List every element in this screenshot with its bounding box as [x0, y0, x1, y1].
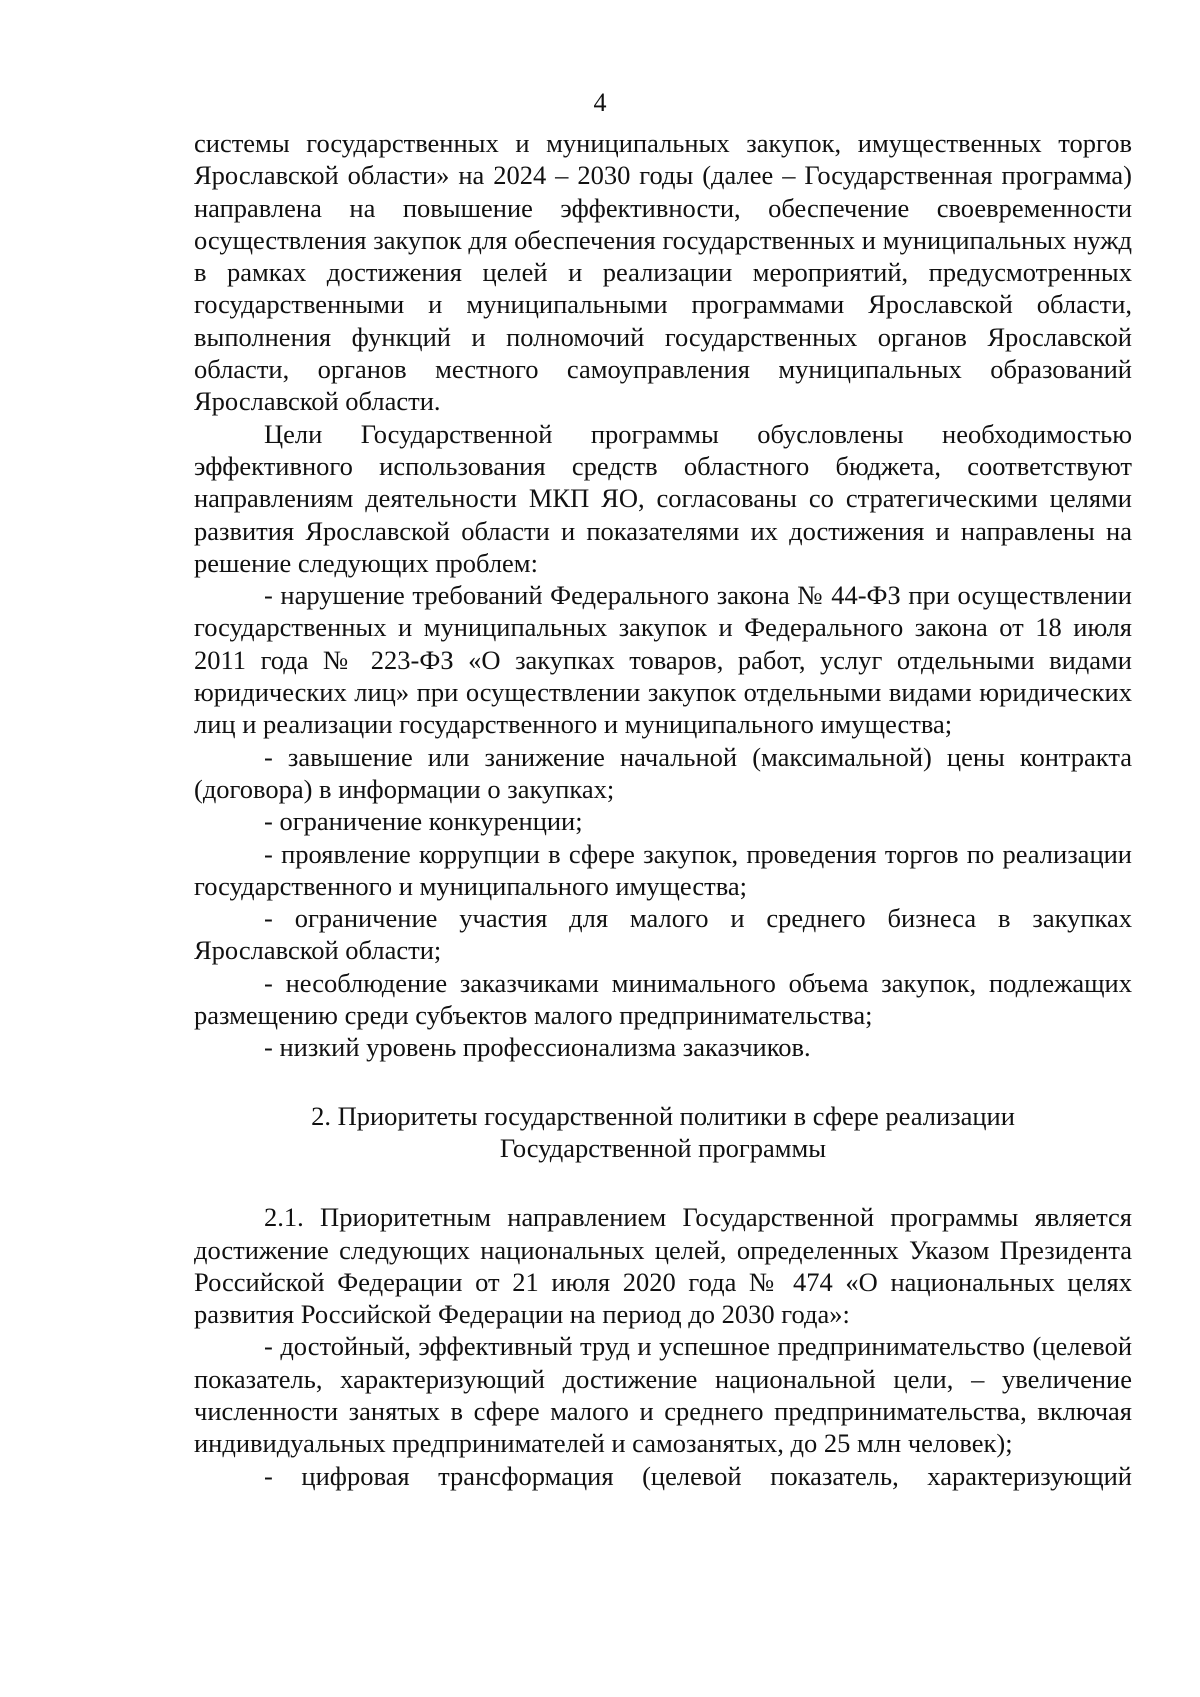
list-item: - ограничение участия для малого и среднего бизнеса в закупках Ярославской области;: [194, 903, 1132, 966]
section-heading: [194, 1100, 1132, 1165]
list-item: - несоблюдение заказчиками минимального объема закупок, подлежащих размещению среди субъектов малого предпринимательства;: [194, 967, 1132, 1031]
section-heading-line: Государственной программы: [499, 1132, 827, 1163]
list-item: - завышение или занижение начальной (максимальной) цены контракта (договора) в информации о закупках;: [194, 741, 1132, 804]
list-item: - ограничение конкуренции;: [264, 806, 583, 837]
list-item: - достойный, эффективный труд и успешное предпринимательство (целевой показатель, характеризующий достижение национальной цели, – увеличение численности занятых в сфере малого и среднего предпринимательства, включая индивидуальных предпринимателей и самозанятых, до 25 млн человек);: [194, 1331, 1132, 1459]
list-item: - низкий уровень профессионализма заказчиков.: [264, 1032, 811, 1063]
paragraph: 2.1. Приоритетным направлением Государственной программы является достижение следующих национальных целей, определенных Указом Президента Российской Федерации от 21 июля 2020 года № 474 «О национальных целях развития Российской Федерации на период до 2030 года»:: [194, 1202, 1132, 1330]
list-item: - проявление коррупции в сфере закупок, проведения торгов по реализации государственного и муниципального имущества;: [194, 838, 1132, 901]
section-heading-line: 2. Приоритеты государственной политики в сфере реализации: [311, 1100, 1015, 1131]
paragraph: системы государственных и муниципальных закупок, имущественных торгов Ярославской области» на 2024 – 2030 годы (далее – Государственная программа) направлена на повышение эффективности, обеспечение своевременности осуществления закупок для обеспечения государственных и муниципальных нужд в рамках достижения целей и реализации мероприятий, предусмотренных государственными и муниципальными программами Ярославской области, выполнения функций и полномочий государственных органов Ярославской области, органов местного самоуправления муниципальных образований Ярославской области.: [194, 128, 1132, 417]
document-body: [194, 127, 1132, 1492]
page-number: 4: [593, 88, 607, 117]
list-item: - нарушение требований Федерального закона № 44-ФЗ при осуществлении государственных и муниципальных закупок и Федерального закона от 18 июля 2011 года № 223-ФЗ «О закупках товаров, работ, услуг отдельными видами юридических лиц» при осуществлении закупок отдельными видами юридических лиц и реализации государственного и муниципального имущества;: [194, 580, 1132, 740]
paragraph: Цели Государственной программы обусловлены необходимостью эффективного использования средств областного бюджета, соответствуют направлениям деятельности МКП ЯО, согласованы со стратегическими целями развития Ярославской области и показателями их достижения и направлены на решение следующих проблем:: [194, 418, 1132, 578]
list-item: - цифровая трансформация (целевой показатель, характеризующий: [264, 1460, 1132, 1491]
